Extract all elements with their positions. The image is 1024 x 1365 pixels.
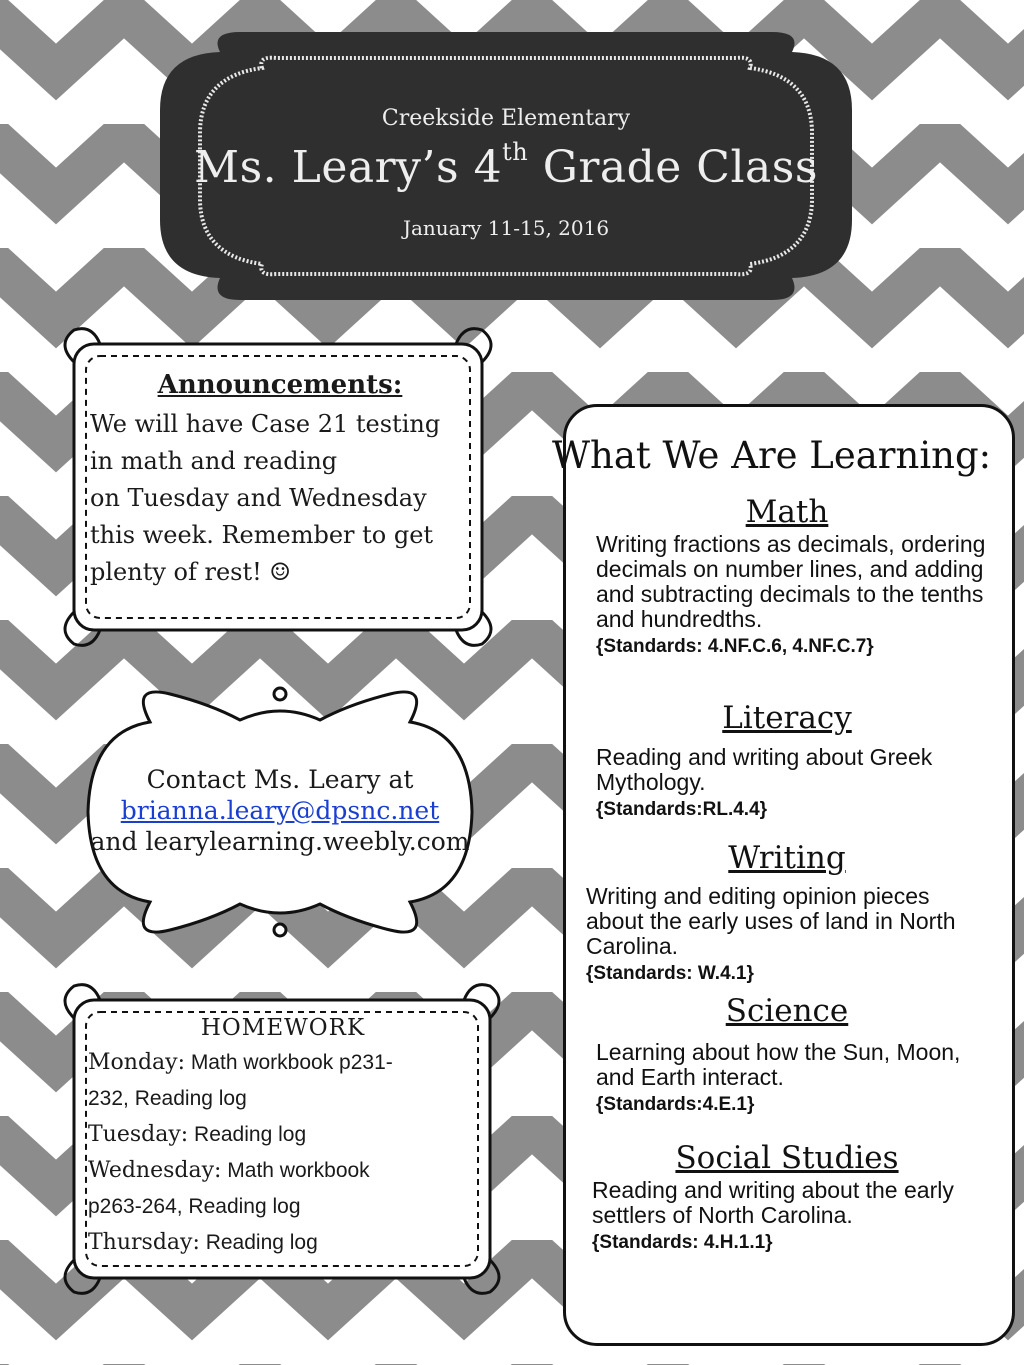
announcements-title: Announcements: [157,370,403,400]
homework-day: Wednesday: [88,1158,222,1183]
subject-science-title: Science [725,993,849,1029]
email-link[interactable]: brianna.leary@dpsnc.net [120,796,440,825]
class-title-suffix: Grade Class [528,142,818,193]
announcement-line: in math and reading [90,447,338,475]
math-standards: {Standards: 4.NF.C.6, 4.NF.C.7} [596,636,874,657]
homework-row-monday [88,1045,478,1081]
banner-text [150,20,862,310]
homework-task: p263-264, Reading log [88,1195,301,1218]
subject-science-description [596,1040,976,1117]
homework-row-wednesday-cont [88,1189,478,1225]
announcement-line: on Tuesday and Wednesday [90,484,427,512]
class-title-prefix: Ms. Leary’s 4 [194,142,503,193]
announcements-body [90,406,470,591]
contact-info [80,764,480,857]
homework-row-wednesday [88,1153,478,1189]
homework [88,1015,478,1261]
subject-literacy-description [596,745,1006,822]
social-studies-description-text: Reading and writing about the early settlers of North Carolina. [592,1177,954,1228]
announcements [90,370,470,591]
subject-social-studies-description [592,1178,1002,1255]
homework-row-thursday [88,1225,478,1261]
homework-row-monday-cont [88,1081,478,1117]
announcement-line: this week. Remember to get [90,521,434,549]
homework-title: HOMEWORK [200,1015,366,1041]
literacy-standards: {Standards:RL.4.4} [596,799,768,820]
subject-writing-title: Writing [728,840,846,876]
learning-title: What We Are Learning: [552,434,992,477]
week-dates: January 11-15, 2016 [402,216,610,240]
homework-task: Math workbook [221,1159,370,1182]
subject-math-title: Math [745,494,829,530]
homework-task: 232, Reading log [88,1087,247,1110]
subject-math-description [596,532,1006,659]
announcement-line: We will have Case 21 testing [90,410,441,438]
math-description-text: Writing fractions as decimals, ordering decimals on number lines, and adding and subtracting decimals to the tenths and hundredths. [596,531,986,632]
homework-task: Math workbook p231- [184,1051,393,1074]
contact-line: Contact Ms. Leary at [146,765,414,794]
subject-social-studies-title: Social Studies [675,1140,899,1176]
social-studies-standards: {Standards: 4.H.1.1} [592,1232,773,1253]
website-line: and learylearning.weebly.com [90,827,470,856]
subject-writing-description [586,884,976,986]
homework-day: Tuesday: [88,1122,189,1147]
homework-task: Reading log [188,1123,307,1146]
science-standards: {Standards:4.E.1} [596,1094,755,1115]
homework-day: Thursday: [88,1230,200,1255]
class-title [150,138,862,193]
homework-row-tuesday [88,1117,478,1153]
homework-task: Reading log [199,1231,318,1254]
literacy-description-text: Reading and writing about Greek Mythology. [596,744,933,795]
announcement-line: plenty of rest! ☺ [90,558,291,586]
subject-literacy-title: Literacy [722,700,852,736]
class-title-superscript: th [502,138,529,166]
writing-standards: {Standards: W.4.1} [586,963,754,984]
writing-description-text: Writing and editing opinion pieces about the early uses of land in North Carolina. [586,883,956,959]
school-name: Creekside Elementary [381,106,631,131]
science-description-text: Learning about how the Sun, Moon, and Earth interact. [596,1039,961,1090]
homework-day: Monday: [88,1050,185,1075]
